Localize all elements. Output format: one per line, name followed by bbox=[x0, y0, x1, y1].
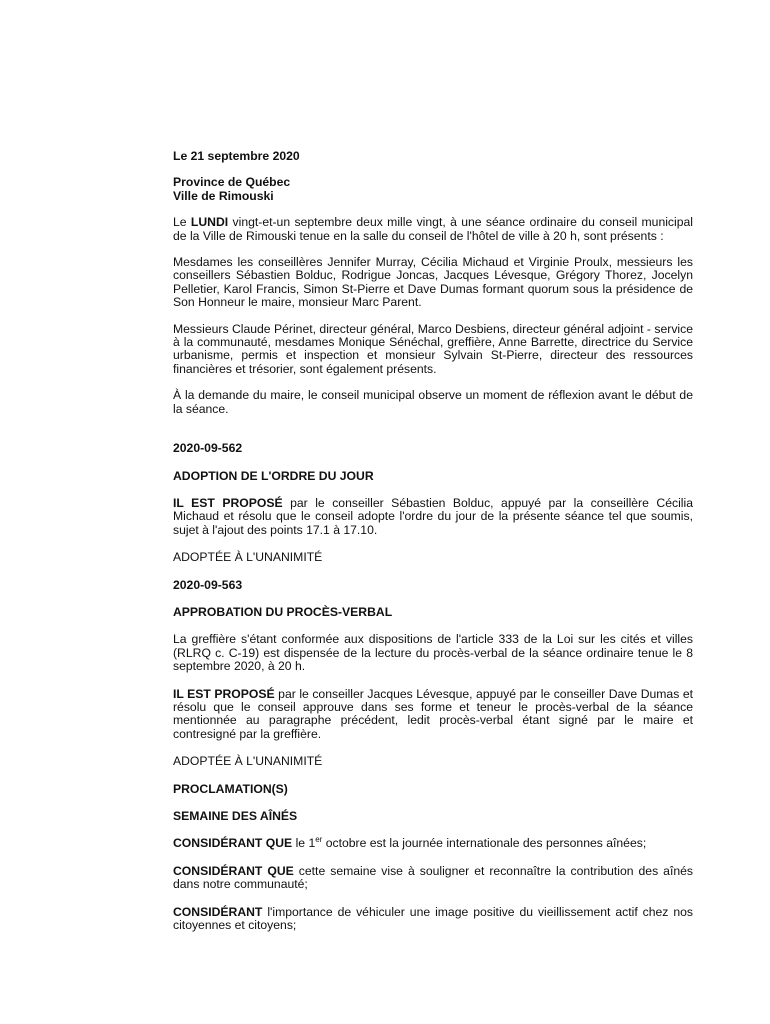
intro-paragraph bbox=[173, 216, 693, 243]
resolution-number-1: 2020-09-562 bbox=[173, 441, 243, 456]
considerant-superscript: er bbox=[315, 835, 323, 845]
intro-weekday: LUNDI bbox=[190, 215, 229, 230]
considerant-3 bbox=[173, 906, 693, 933]
staff-attendees: Messieurs Claude Périnet, directeur général, Marco Desbiens, directeur général adjoint - service à la communauté, mesdames Monique Sénéchal, greffière, Anne Barrette, directrice du Service urbanisme, permis et inspection et monsieur Sylvain St-Pierre, directeur des ressources financières et trésorier, sont également présents. bbox=[173, 321, 693, 376]
considerant-text-1a: le 1 bbox=[292, 836, 316, 851]
proposed-label-1: IL EST PROPOSÉ bbox=[173, 495, 283, 510]
considerant-label-3: CONSIDÉRANT bbox=[173, 904, 263, 919]
proposed-label-2: IL EST PROPOSÉ bbox=[173, 686, 275, 701]
resolution-title-1: ADOPTION DE L'ORDRE DU JOUR bbox=[173, 468, 374, 483]
considerant-label-1: CONSIDÉRANT QUE bbox=[173, 836, 293, 851]
council-attendees: Mesdames les conseillères Jennifer Murray, Cécilia Michaud et Virginie Proulx, messieurs les conseillers Sébastien Bolduc, Rodrigue Joncas, Jacques Lévesque, Grégory Thorez, Jocelyn Pelletier, Karol Francis, Simon St-Pierre et Dave Dumas formant quorum sous la présidence de Son Honneur le maire, monsieur Marc Parent. bbox=[173, 255, 693, 310]
meeting-date: Le 21 septembre 2020 bbox=[173, 149, 300, 163]
resolution-preamble-2: La greffière s'étant conformée aux dispositions de l'article 333 de la Loi sur les cités et villes (RLRQ c. C-19) est dispensée de la lecture du procès-verbal de la séance ordinaire tenue le 8 septembre 2020, à 20 h. bbox=[173, 632, 693, 674]
proposed-text-1: par le conseiller Sébastien Bolduc, appuyé par la conseillère Cécilia Michaud et résolu que le conseil adopte l'ordre du jour de la présente séance tel que soumis, sujet à l'ajout des points 17.1 à 17.10. bbox=[173, 495, 693, 537]
resolution-body-2 bbox=[173, 688, 693, 742]
province-line: Province de Québec bbox=[173, 175, 291, 190]
proclamation-subheading: SEMAINE DES AÎNÉS bbox=[173, 809, 298, 823]
resolution-status-2: ADOPTÉE À L'UNANIMITÉ bbox=[173, 754, 323, 769]
resolution-title-2: APPROBATION DU PROCÈS-VERBAL bbox=[173, 604, 393, 619]
considerant-2 bbox=[173, 865, 693, 892]
considerant-text-2: cette semaine vise à souligner et reconnaître la contribution des aînés dans notre communauté; bbox=[173, 863, 693, 892]
considerant-1 bbox=[173, 837, 693, 850]
resolution-body-1 bbox=[173, 497, 693, 537]
city-line: Ville de Rimouski bbox=[173, 188, 274, 203]
intro-le: Le bbox=[173, 215, 191, 230]
considerant-text-1b: octobre est la journée internationale des personnes aînées; bbox=[322, 836, 647, 851]
minutes-body bbox=[173, 150, 693, 932]
intro-text: vingt-et-un septembre deux mille vingt, à une séance ordinaire du conseil municipal de la Ville de Rimouski tenue en la salle du conseil de l'hôtel de ville à 20 h, sont présents : bbox=[173, 215, 693, 243]
proposed-text-2: par le conseiller Jacques Lévesque, appuyé par le conseiller Dave Dumas et résolu que le conseil approuve dans ses forme et teneur le procès-verbal de la séance mentionnée au paragraphe précédent, ledit procès-verbal étant signé par le maire et contresigné par la greffière. bbox=[173, 686, 693, 741]
resolution-status-1: ADOPTÉE À L'UNANIMITÉ bbox=[173, 550, 323, 565]
reflection-paragraph: À la demande du maire, le conseil municipal observe un moment de réflexion avant le début de la séance. bbox=[173, 388, 693, 416]
proclamation-heading: PROCLAMATION(S) bbox=[173, 781, 288, 796]
considerant-label-2: CONSIDÉRANT QUE bbox=[173, 863, 294, 878]
resolution-number-2: 2020-09-563 bbox=[173, 577, 243, 592]
considerant-text-3: l'importance de véhiculer une image positive du vieillissement actif chez nos citoyennes et citoyens; bbox=[173, 904, 693, 933]
